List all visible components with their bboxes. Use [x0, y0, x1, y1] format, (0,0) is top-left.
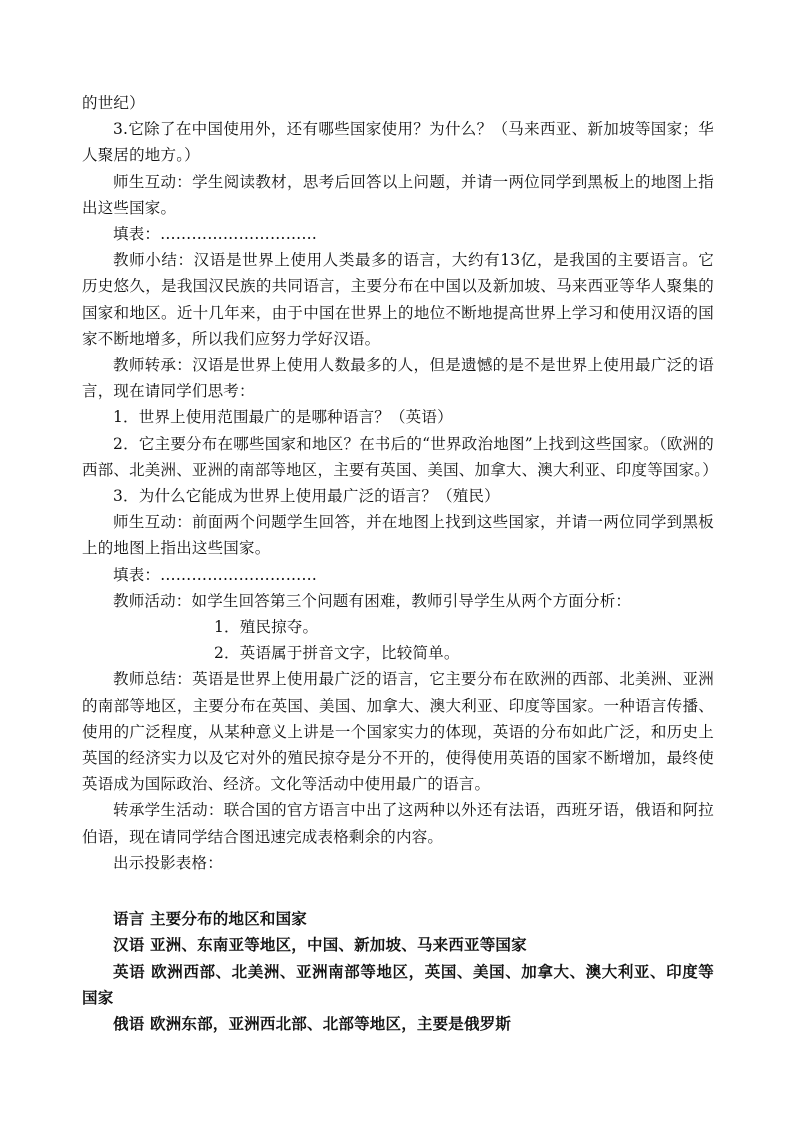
list-item: 1．殖民掠夺。	[214, 618, 319, 637]
list-item: 2．英语属于拼音文字，比较简单。	[214, 644, 460, 663]
spacer	[82, 876, 714, 902]
paragraph: 教师小结：汉语是世界上使用人类最多的语言，大约有13亿，是我国的主要语言。它历史悠久，是我国汉民族的共同语言，主要分布在中国以及新加坡、马来西亚等华人聚集的国家和地区。近十几年来，由于中国在世界上的地位不断地提高世界上学习和使用汉语的国家不断地增多，所以我们应努力学好汉语。	[82, 251, 714, 348]
question-item: 2．它主要分布在哪些国家和地区？在书后的“世界政治地图”上找到这些国家。（欧洲的西部、北美洲、亚洲的南部等地区，主要有英国、美国、加拿大、澳大利亚、印度等国家。）	[82, 434, 718, 479]
paragraph: 师生互动：前面两个问题学生回答，并在地图上找到这些国家，并请一两位同学到黑板上的地图上指出这些国家。	[82, 513, 714, 558]
paragraph: 教师总结：英语是世界上使用最广泛的语言，它主要分布在欧洲的西部、北美洲、亚洲的南部等地区，主要分布在英国、美国、加拿大、澳大利亚、印度等国家。一种语言传播、使用的广泛程度，从某种意义上讲是一个国家实力的体现，英语的分布如此广泛，和历史上英国的经济实力以及它对外的殖民掠夺是分不开的，使得使用英语的国家不断增加，最终使英语成为国际政治、经济。文化等活动中使用最广的语言。	[82, 670, 714, 794]
table-row: 英语 欧洲西部、北美洲、亚洲南部等地区，英国、美国、加拿大、澳大利亚、印度等国家	[82, 962, 714, 1007]
paragraph: 教师转承：汉语是世界上使用人数最多的人，但是遗憾的是不是世界上使用最广泛的语言，现在请同学们思考：	[82, 356, 714, 401]
document-body	[82, 90, 718, 1037]
paragraph: 教师活动：如学生回答第三个问题有困难，教师引导学生从两个方面分析：	[113, 591, 632, 610]
paragraph: 师生互动：学生阅读教材，思考后回答以上问题，并请一两位同学到黑板上的地图上指出这些国家。	[82, 172, 714, 217]
question-item: 1．世界上使用范围最广的是哪种语言？（英语）	[113, 408, 453, 427]
fill-table-prompt: 填表：…………………………	[113, 225, 318, 244]
paragraph: 的世纪）	[82, 94, 145, 112]
fill-table-prompt: 填表：…………………………	[113, 565, 318, 584]
paragraph: 转承学生活动：联合国的官方语言中出了这两种以外还有法语，西班牙语，俄语和阿拉伯语，现在请同学结合图迅速完成表格剩余的内容。	[82, 801, 714, 846]
table-row: 俄语 欧洲东部，亚洲西北部、北部等地区，主要是俄罗斯	[113, 1014, 512, 1033]
table-row: 汉语 亚洲、东南亚等地区，中国、新加坡、马来西亚等国家	[113, 936, 527, 955]
table-header: 语言 主要分布的地区和国家	[113, 910, 307, 929]
paragraph: 出示投影表格：	[113, 853, 223, 872]
question-item: 3．为什么它能成为世界上使用最广泛的语言？（殖民）	[113, 487, 500, 506]
question-item: 3.它除了在中国使用外，还有哪些国家使用？为什么？（马来西亚、新加坡等国家；华人聚居的地方。）	[82, 120, 714, 165]
